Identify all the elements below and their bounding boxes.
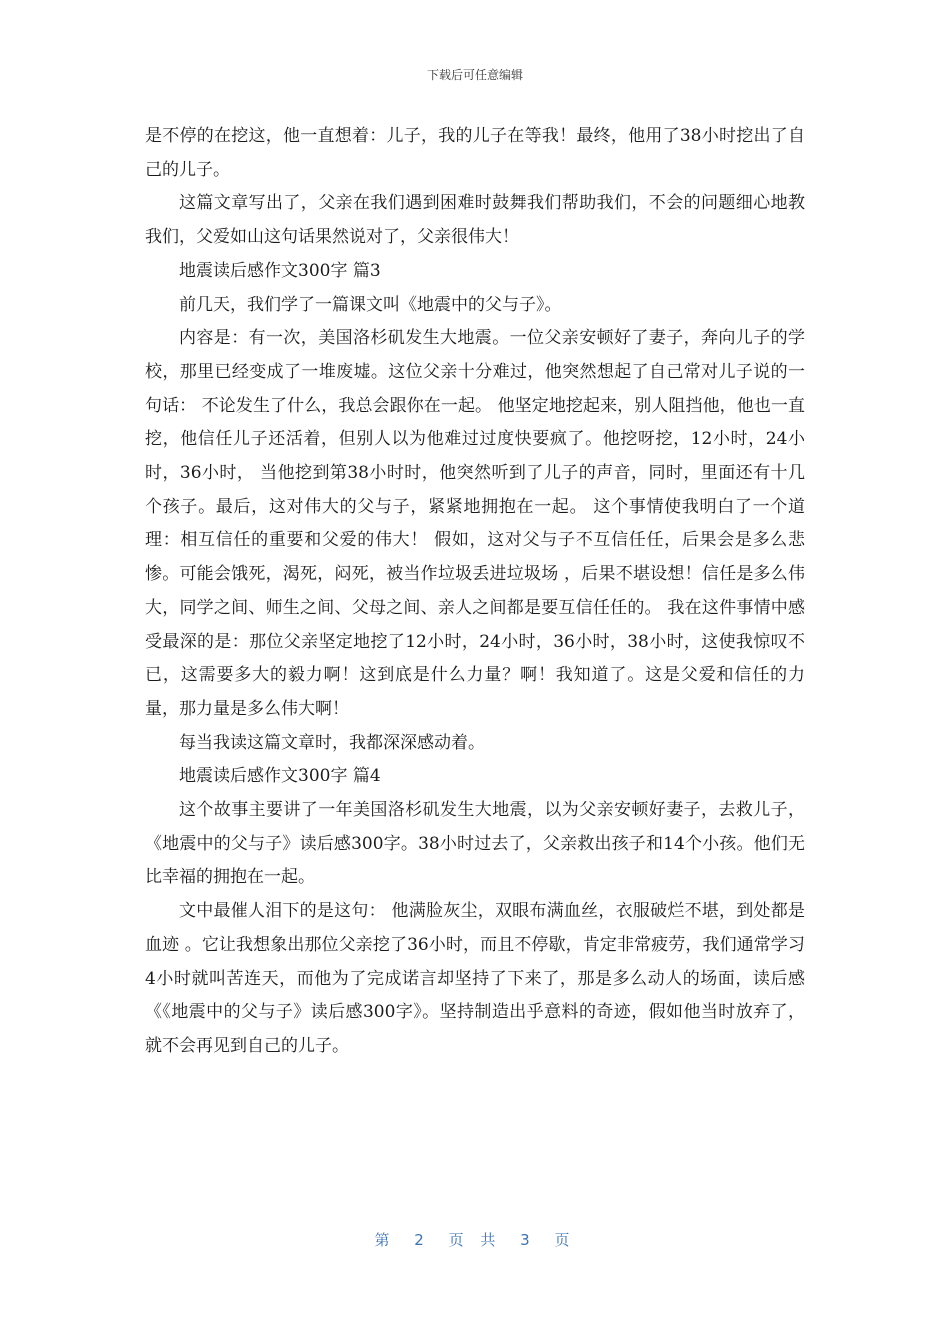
- paragraph: 这篇文章写出了，父亲在我们遇到困难时鼓舞我们帮助我们，不会的问题细心地教我们，父爱如山这句话果然说对了，父亲很伟大！: [145, 193, 805, 248]
- page-footer: [0, 1229, 950, 1250]
- footer-suffix: 页: [554, 1231, 576, 1249]
- section-heading: 地震读后感作文300字 篇4: [179, 766, 381, 787]
- current-page-number: 2: [414, 1231, 430, 1249]
- paragraph: 是不停的在挖这，他一直想着：儿子，我的儿子在等我！最终，他用了38小时挖出了自己的儿子。: [145, 126, 805, 180]
- section-heading: 地震读后感作文300字 篇3: [179, 260, 381, 281]
- paragraph: 每当我读这篇文章时，我都深深感动着。: [179, 732, 485, 753]
- paragraph: 这个故事主要讲了一年美国洛杉矶发生大地震，以为父亲安顿好妻子，去救儿子，《地震中的父与子》读后感300字。38小时过去了，父亲救出孩子和14个小孩。他们无比幸福的拥抱在一起。: [145, 800, 805, 888]
- document-body: [145, 120, 805, 1064]
- footer-middle: 页 共: [448, 1231, 502, 1249]
- footer-prefix: 第: [374, 1231, 396, 1249]
- paragraph: 文中最催人泪下的是这句： 他满脸灰尘，双眼布满血丝，衣服破烂不堪，到处都是血迹 。它让我想象出那位父亲挖了36小时，而且不停歇，肯定非常疲劳，我们通常学习4小时就叫苦连天，而他为了完成诺言却坚持了下来了，那是多么动人的场面，读后感《《地震中的父与子》读后感300字》。坚持制造出乎意料的奇迹，假如他当时放弃了，就不会再见到自己的儿子。: [145, 901, 805, 1056]
- paragraph: 前几天，我们学了一篇课文叫《地震中的父与子》。: [179, 294, 562, 315]
- page-header: 下载后可任意编辑: [426, 68, 523, 82]
- total-page-number: 3: [520, 1231, 536, 1249]
- paragraph: 内容是：有一次，美国洛杉矶发生大地震。一位父亲安顿好了妻子，奔向儿子的学校，那里已经变成了一堆废墟。这位父亲十分难过，他突然想起了自己常对儿子说的一句话： 不论发生了什么，我总会跟你在一起。 他坚定地挖起来，别人阻挡他，他也一直挖，他信任儿子还活着，但别人以为他难过过度快要疯了。他挖呀挖，12小时，24小时，36小时， 当他挖到第38小时时，他突然听到了儿子的声音，同时，里面还有十几个孩子。最后，这对伟大的父与子，紧紧地拥抱在一起。 这个事情使我明白了一个道理：相互信任的重要和父爱的伟大！ 假如，这对父与子不互信任任，后果会是多么悲惨。可能会饿死，渴死，闷死，被当作垃圾丢进垃圾场 ，后果不堪设想！信任是多么伟大，同学之间、师生之间、父母之间、亲人之间都是要互信任任的。 我在这件事情中感受最深的是：那位父亲坚定地挖了12小时，24小时，36小时，38小时，这使我惊叹不已，这需要多大的毅力啊！这到底是什么力量？啊！我知道了。这是父爱和信任的力量，那力量是多么伟大啊！: [145, 328, 805, 719]
